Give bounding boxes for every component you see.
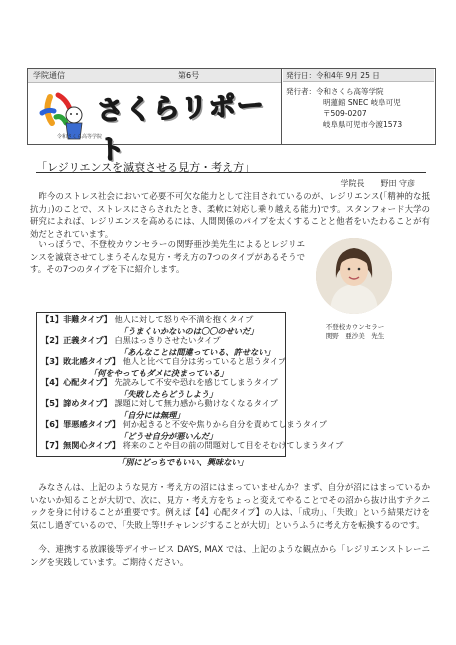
types-list <box>36 312 344 457</box>
publication-info <box>283 69 434 144</box>
final-paragraph: 今、連携する放課後等デイサービス DAYS, MAX では、上記のような観点から「レジリエンストレーニングを実践しています。ご期待ください。 <box>30 544 430 567</box>
issue-number: 第6号 <box>178 71 200 80</box>
publisher-line: 明蓮館 SNEC 岐阜可児 <box>323 98 401 107</box>
list-item: 【3】敗北感タイプ】 他人と比べて自分は劣っていると思うタイプ <box>41 356 287 366</box>
newsletter-title: さくらリポート <box>96 90 266 166</box>
type-phrase: 「うまくいかないのは〇〇のせいだ」 <box>119 326 259 336</box>
publisher-line: 発行者：令和さくら高等学院 <box>286 87 384 96</box>
masthead-bar <box>28 69 281 83</box>
type-phrase: 「自分には無理」 <box>119 410 185 420</box>
list-item: 【1】非難タイプ】 他人に対して怒りや不満を抱くタイプ <box>41 314 254 324</box>
publication-date: 発行日：令和4年 9月 25 日 <box>283 69 434 82</box>
type-phrase: 「別にどっちでもいい、興味ない」 <box>117 457 248 467</box>
article-headline: 「レジリエンスを滅衰させる見方・考え方」 <box>36 161 256 174</box>
type-phrase: 「何をやってもダメに決まっている」 <box>89 368 229 378</box>
lead-paragraph: いっぽうで、不登校カウンセラーの関野亜沙美先生によるとレジリエンスを滅衰させてしまうそんな見方・考え方の7つのタイプがあるそうです。その7つのタイプを下に紹介します。 <box>30 239 305 274</box>
article-author: 学院長 野田 守彦 <box>340 179 415 188</box>
photo-caption: 不登校カウンセラー 関野 亜沙美 先生 <box>325 323 385 340</box>
publisher-address: 岐阜県可児市今渡1573 <box>323 120 403 129</box>
masthead <box>28 69 282 166</box>
type-phrase: 「どうせ自分が悪いんだ」 <box>119 431 218 441</box>
intro-paragraph: 昨今のストレス社会において必要不可欠な能力として注目されているのが、レジリエンス(「精神的な抵抗力」)のことで、ストレスにさらされたとき、柔軟に対応し乗り越える能力)です。スタンフォード大学の研究によれば、レジリエンスを高めるには、人間関係のパイプを太くすることと他者をいたわることが有効だとされています。 <box>30 191 430 239</box>
headline-divider <box>36 172 426 173</box>
publisher-postal: 〒509-0207 <box>323 109 367 118</box>
list-item: 【5】諦めタイプ】 課題に対して無力感から動けなくなるタイプ <box>41 398 278 408</box>
list-item: 【4】心配タイプ】 先読みして不安や恐れを感じてしまうタイプ <box>41 377 278 387</box>
closing-paragraph: みなさんは、上記のような見方・考え方の沼にはまっていませんか？まず、自分が沼にはまっているかいないか知ることが大切で、次に、見方・考え方をちょっと変えてやることでその沼から抜け出すテクニックを身に付けることが重要です。例えば【4】心配タイプ】の人は、「成功」、「失敗」という結果だけを気にし過ぎているので、「失敗上等!!チャレンジすることが大切」というふうに考え方を転換するのです。 <box>30 482 430 530</box>
list-item: 【7】無関心タイプ】 将来のことや目の前の問題対して目をそむけてしまうタイプ <box>41 440 344 450</box>
school-logo-text: 令和さくら高等学院 <box>57 134 103 140</box>
list-item: 【6】罪悪感タイプ】 何か起きると不安や焦りから自分を責めてしまうタイプ <box>41 419 327 429</box>
counselor-photo <box>316 238 392 314</box>
type-phrase: 「あんなことは間違っている、許せない」 <box>119 347 275 357</box>
list-item: 【2】正義タイプ】 白黒はっきりさせたいタイプ <box>41 335 221 345</box>
newsletter-header <box>27 68 436 166</box>
series-name: 学院通信 <box>33 71 65 80</box>
type-phrase: 「失敗したらどうしよう」 <box>119 389 218 399</box>
